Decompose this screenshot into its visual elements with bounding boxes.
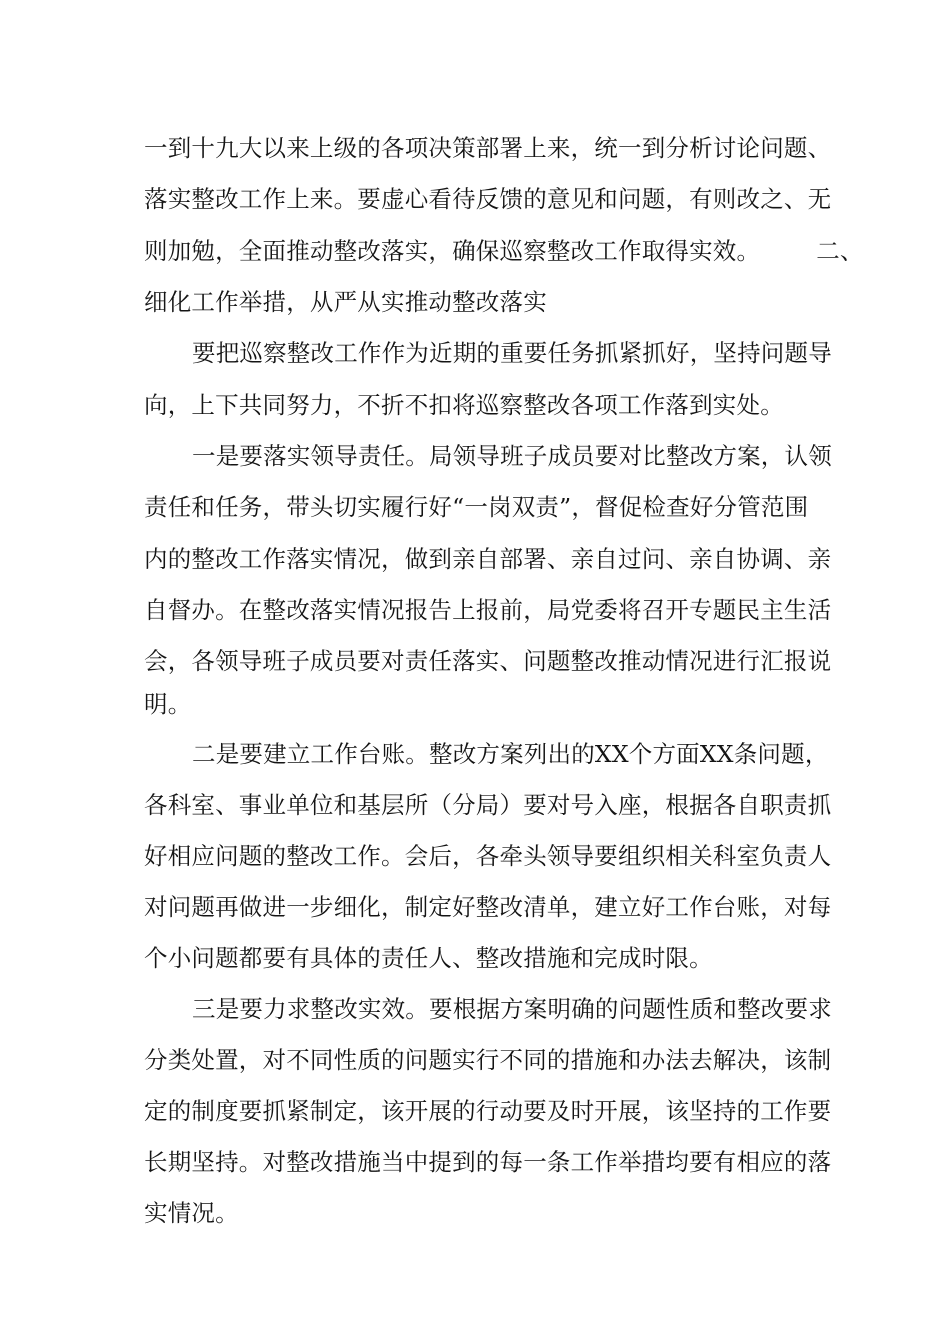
section-heading-number: 二、 [816,237,864,265]
text-line: 自督办。在整改落实情况报告上报前，局党委将召开专题民主生活 [144,596,832,624]
paragraph-start: 三是要力求整改实效。要根据方案明确的问题性质和整改要求 [192,995,832,1023]
text-line: 分类处置，对不同性质的问题实行不同的措施和办法去解决，该制 [144,1046,832,1074]
text-line: 实情况。 [144,1199,239,1227]
paragraph-start: 二是要建立工作台账。整改方案列出的XX个方面XX条问题， [192,740,829,768]
text-line: 长期坚持。对整改措施当中提到的每一条工作举措均要有相应的落 [144,1148,832,1176]
text-line: 会，各领导班子成员要对责任落实、问题整改推动情况进行汇报说 [144,647,832,675]
text-line: 好相应问题的整改工作。会后，各牵头领导要组织相关科室负责人 [144,842,832,870]
text-line: 定的制度要抓紧制定，该开展的行动要及时开展，该坚持的工作要 [144,1097,832,1125]
text-line-part: 则加勉，全面推动整改落实，确保巡察整改工作取得实效。 [144,237,761,265]
text-line: 明。 [144,690,192,718]
paragraph-start: 一是要落实领导责任。局领导班子成员要对比整改方案，认领 [192,442,832,470]
text-line: 各科室、事业单位和基层所（分局）要对号入座，根据各自职责抓 [144,791,832,819]
text-line: 向，上下共同努力，不折不扣将巡察整改各项工作落到实处。 [144,391,784,419]
text-line: 落实整改工作上来。要虚心看待反馈的意见和问题，有则改之、无 [144,185,832,213]
text-line [144,231,864,271]
text-line: 责任和任务，带头切实履行好“一岗双责”，督促检查好分管范围 [144,493,809,521]
text-line: 内的整改工作落实情况，做到亲自部署、亲自过问、亲自协调、亲 [144,545,832,573]
text-line: 一到十九大以来上级的各项决策部署上来，统一到分析讨论问题、 [144,134,832,162]
text-line: 个小问题都要有具体的责任人、整改措施和完成时限。 [144,944,713,972]
paragraph-start: 要把巡察整改工作作为近期的重要任务抓紧抓好，坚持问题导 [192,339,832,367]
text-line: 对问题再做进一步细化，制定好整改清单，建立好工作台账，对每 [144,893,832,921]
section-heading: 细化工作举措，从严从实推动整改落实 [144,288,547,316]
